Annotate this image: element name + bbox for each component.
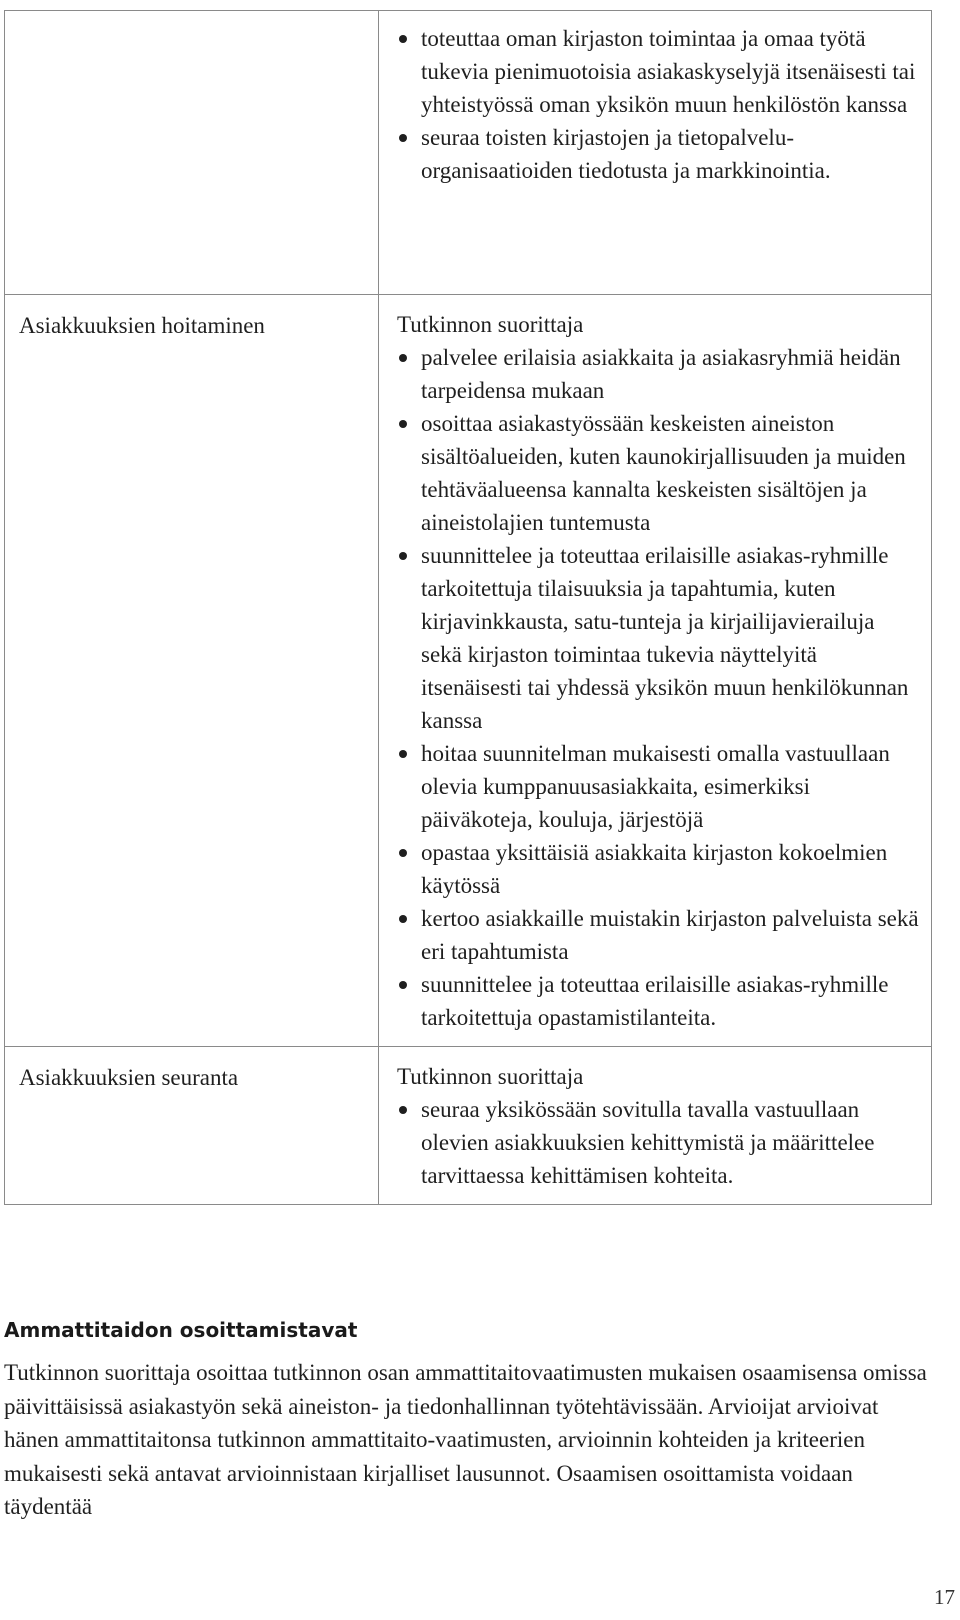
list-item — [397, 539, 921, 737]
criterion-label: Asiakkuuksien seuranta — [19, 1065, 239, 1090]
competence-table-body — [5, 11, 932, 1205]
criterion-cell — [5, 1047, 379, 1205]
bullet-icon — [399, 420, 407, 428]
list-item-text: kertoo asiakkaille muistakin kirjaston palveluista sekä eri tapahtumista — [421, 906, 919, 964]
list-item — [397, 902, 921, 968]
criterion-cell — [5, 295, 379, 1047]
list-item — [397, 737, 921, 836]
bullet-icon — [399, 1106, 407, 1114]
criterion-cell — [5, 11, 379, 295]
requirements-lead: Tutkinnon suorittaja — [397, 312, 584, 337]
bullet-icon — [399, 915, 407, 923]
bullet-icon — [399, 354, 407, 362]
list-item-text: suunnittelee ja toteuttaa erilaisille asiakas-ryhmille tarkoitettuja opastamistilanteita. — [421, 972, 889, 1030]
bullet-icon — [399, 849, 407, 857]
competence-table — [4, 10, 932, 1205]
section-heading: Ammattitaidon osoittamistavat — [4, 1318, 358, 1342]
page-number: 17 — [934, 1585, 955, 1609]
list-item-text: hoitaa suunnitelman mukaisesti omalla vastuullaan olevia kumppanuusasiakkaita, esimerkiksi päiväkoteja, kouluja, järjestöjä — [421, 741, 890, 832]
table-row — [5, 1047, 932, 1205]
requirements-cell — [379, 11, 932, 295]
bullet-icon — [399, 552, 407, 560]
criterion-label: Asiakkuuksien hoitaminen — [19, 313, 265, 338]
list-item-text: suunnittelee ja toteuttaa erilaisille asiakas-ryhmille tarkoitettuja tilaisuuksia ja tapahtumia, kuten kirjavinkkausta, satu-tunteja ja kirjailijavierailuja sekä kirjaston toimintaa tukevia näyttelyitä itsenäisesti tai yhdessä yksikön muun henkilökunnan kanssa — [421, 543, 909, 733]
requirements-cell — [379, 295, 932, 1047]
requirements-list — [397, 1093, 921, 1192]
bullet-icon — [399, 750, 407, 758]
bullet-icon — [399, 134, 407, 142]
table-row — [5, 295, 932, 1047]
requirements-cell — [379, 1047, 932, 1205]
section-paragraph: Tutkinnon suorittaja osoittaa tutkinnon osan ammattitaitovaatimusten mukaisen osaamisensa omissa päivittäisissä asiakastyön sekä aineiston- ja tiedonhallinnan työtehtävissään. Arvioijat arvioivat hänen ammattitaitonsa tutkinnon ammattitaito-vaatimusten, arvioinnin kohteiden ja kriteerien mukaisesti sekä antavat arvioinnistaan kirjalliset lausunnot. Osaamisen osoittamista voidaan täydentää — [4, 1360, 927, 1519]
list-item — [397, 968, 921, 1034]
list-item — [397, 1093, 921, 1192]
list-item — [397, 407, 921, 539]
list-item-text: toteuttaa oman kirjaston toimintaa ja omaa työtä tukevia pienimuotoisia asiakaskyselyjä itsenäisesti tai yhteistyössä oman yksikön muun henkilöstön kanssa — [421, 26, 916, 117]
list-item-text: palvelee erilaisia asiakkaita ja asiakasryhmiä heidän tarpeidensa mukaan — [421, 345, 901, 403]
requirements-list — [397, 22, 921, 187]
list-item — [397, 22, 921, 121]
requirements-list — [397, 341, 921, 1034]
list-item — [397, 121, 921, 187]
bullet-icon — [399, 35, 407, 43]
list-item-text: seuraa yksikössään sovitulla tavalla vastuullaan olevien asiakkuuksien kehittymistä ja määrittelee tarvittaessa kehittämisen kohteita. — [421, 1097, 875, 1188]
list-item-text: opastaa yksittäisiä asiakkaita kirjaston kokoelmien käytössä — [421, 840, 888, 898]
list-item-text: osoittaa asiakastyössään keskeisten aineiston sisältöalueiden, kuten kaunokirjallisuuden ja muiden tehtäväalueensa kannalta keskeisten sisältöjen ja aineistolajien tuntemusta — [421, 411, 906, 535]
table-row — [5, 11, 932, 295]
list-item-text: seuraa toisten kirjastojen ja tietopalvelu-organisaatioiden tiedotusta ja markkinointia. — [421, 125, 831, 183]
list-item — [397, 836, 921, 902]
bullet-icon — [399, 981, 407, 989]
requirements-lead: Tutkinnon suorittaja — [397, 1064, 584, 1089]
list-item — [397, 341, 921, 407]
